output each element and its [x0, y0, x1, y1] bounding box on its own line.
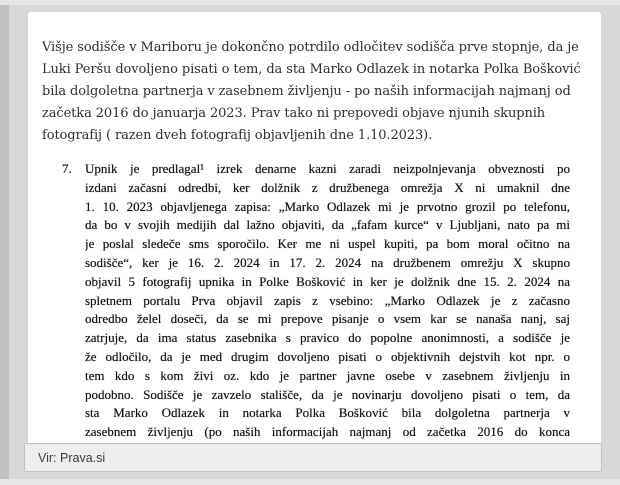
scan-line: zasebnem življenju (po naših informacijah najmanj od začetka 2016 do konca [85, 424, 570, 440]
intro-line: začetka 2016 do januarja 2023. Prav tako ni prepovedi objave njunih skupnih [42, 106, 546, 121]
scan-line: da bo v svojih medijih dal lažno objaviti, da „fafam kurce“ v Ljubljani, nato pa mi [85, 217, 570, 233]
scan-line: tem kdo s kom živi oz. kdo je partner javne osebe v zasebnem življenju in [85, 367, 570, 383]
item-text [85, 160, 570, 442]
bottom-edge-strip [0, 479, 620, 485]
intro-line: fotografij ( razen dveh fotografij objavljenih dne 1.10.2023). [42, 128, 433, 143]
scan-line: izdani začasni odredbi, ker dolžnik z družbenega omrežja X ni umaknil dne [85, 179, 570, 195]
scan-line: Upnik je predlagal¹ izrek denarne kazni zaradi neizpolnjevanja obveznosti po [85, 161, 570, 176]
top-edge-strip [0, 0, 620, 5]
intro-line: bila dolgoletna partnerja v zasebnem življenju - po naših informacijah najmanj od [42, 84, 571, 99]
scan-line: objavil 5 fotografij upnika in Polke Bošković in ker je dolžnik dne 15. 2. 2024 na [85, 273, 570, 289]
left-edge-strip [0, 5, 9, 479]
scan-line: je poslal sledeče sms sporočilo. Ker me ni uspel kupiti, pa bom moral očitno na [85, 236, 570, 252]
source-caption-text: Vir: Prava.si [38, 450, 106, 465]
scan-line: 1. 10. 2023 objavljenega zapisa: „Marko Odlazek mi je prvotno grozil po telefonu, [85, 198, 570, 214]
numbered-item-7 [28, 160, 601, 442]
intro-paragraph [42, 37, 587, 147]
scan-line: podobno. Sodišče je zavzelo stališče, da je novinarju dovoljeno pisati o tem, da [85, 386, 570, 402]
document-image [28, 12, 601, 443]
scan-line: sta Marko Odlazek in notarka Polka Bošković bila dolgoletna partnerja v [85, 405, 570, 421]
item-number: 7. [62, 161, 72, 176]
scan-line: spletnem portalu Prva objavil zapis z vsebino: „Marko Odlazek je z začasno [85, 292, 570, 308]
intro-line: Luki Peršu dovoljeno pisati o tem, da sta Marko Odlazek in notarka Polka Bošković [42, 62, 581, 77]
intro-line: Višje sodišče v Mariboru je dokončno potrdilo odločitev sodišča prve stopnje, da je [42, 40, 579, 55]
scan-line: zatrjuje, da ima status zasebnika s pravico do popolne anonimnosti, a sodišče je [85, 330, 570, 346]
source-caption [24, 443, 602, 472]
scan-line: že odločilo, da je med drugim dovoljeno pisati o objektivnih dejstvih kot npr. o [85, 348, 570, 364]
scan-line: sodišče“, ker je 16. 2. 2024 in 17. 2. 2024 na družbenem omrežju X skupno [85, 254, 570, 270]
scan-line: odredbo želel doseči, da se mi prepove pisanje o vsem kar se nanaša nanj, saj [85, 311, 570, 327]
